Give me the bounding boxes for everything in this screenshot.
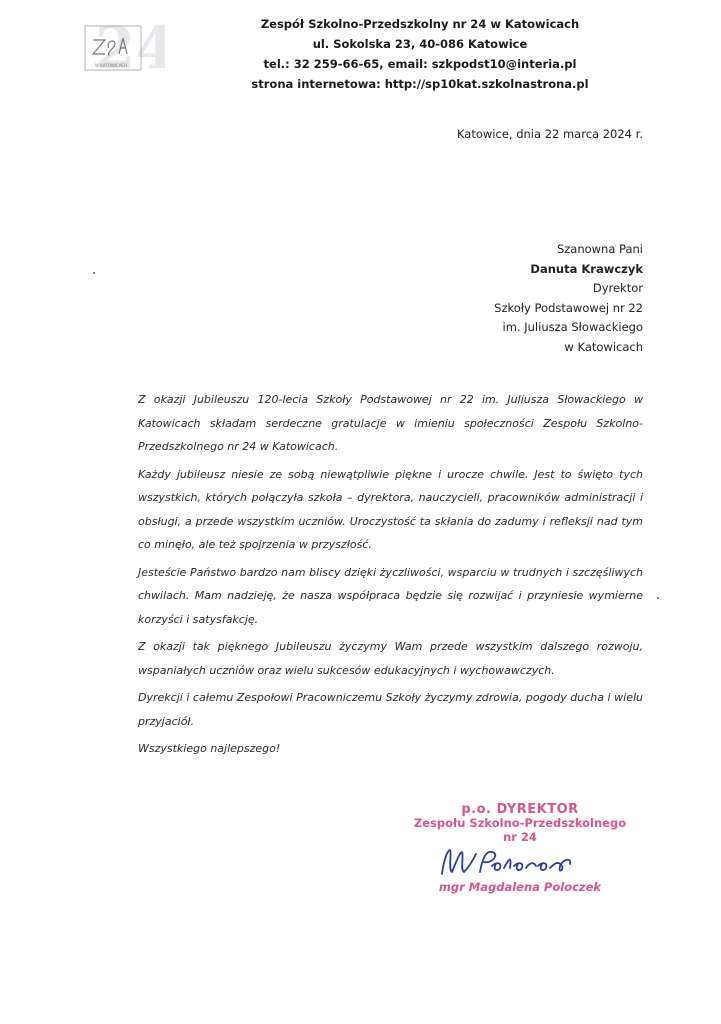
header-school-name: Zespół Szkolno-Przedszkolny nr 24 w Katowicach — [260, 17, 580, 31]
header-contact: tel.: 32 259-66-65, email: szkpodst10@interia.pl — [263, 57, 577, 71]
paragraph-3: Jesteście Państwo bardzo nam bliscy dzięki życzliwości, wsparciu w trudnych i szczęśliwych chwilach. Mam nadzieję, że nasza współpraca będzie się rozwijać i przyniesie wymierne korzyści i satysfakcję. — [138, 565, 643, 626]
header-address: ul. Sokolska 23, 40-086 Katowice — [312, 37, 528, 51]
handwritten-signature — [430, 844, 610, 878]
closing-line: Wszystkiego najlepszego! — [138, 742, 281, 755]
svg-text:W KATOWICACH: W KATOWICACH — [95, 63, 128, 68]
scan-speck — [657, 597, 659, 599]
logo-mark — [75, 18, 165, 80]
recipient-city: w Katowicach — [564, 339, 643, 354]
stamp-director-name: mgr Magdalena Poloczek — [438, 880, 602, 894]
stamp-title: p.o. DYREKTOR — [461, 802, 579, 817]
stamp-organization: Zespołu Szkolno-Przedszkolnego nr 24 — [413, 816, 627, 844]
letterhead — [250, 14, 590, 94]
svg-text:24: 24 — [95, 18, 165, 80]
paragraph-5: Dyrekcji i całemu Zespołowi Pracowniczemu Szkoły życzymy zdrowia, pogody ducha i wielu przyjaciół. — [138, 691, 643, 728]
director-stamp — [405, 802, 635, 894]
recipient-patron: im. Juliusza Słowackiego — [502, 320, 643, 334]
header-website: strona internetowa: http://sp10kat.szkolnastrona.pl — [251, 77, 589, 91]
school-logo — [75, 18, 165, 80]
paragraph-2: Każdy jubileusz niesie ze sobą niewątpliwie piękne i urocze chwile. Jest to święto tych wszystkich, których połączyła szkoła – dyrektora, nauczycieli, pracowników administracji i obsługi, a przede wszystkim uczniów. Uroczystość ta skłania do zadumy i refleksji nad tym co minęło, ale też spojrzenia w przyszłość. — [138, 467, 643, 551]
recipient-salutation: Szanowna Pani — [556, 242, 643, 256]
paragraph-4: Z okazji tak pięknego Jubileuszu życzymy Wam przede wszystkim dalszego rozwoju, wspaniałych uczniów oraz wielu sukcesów edukacyjnych i wychowawczych. — [138, 640, 643, 677]
scan-speck — [93, 272, 95, 274]
recipient-school: Szkoły Podstawowej nr 22 — [494, 300, 643, 315]
recipient-role: Dyrektor — [592, 281, 643, 295]
paragraph-1: Z okazji Jubileuszu 120-lecia Szkoły Podstawowej nr 22 im. Juliusza Słowackiego w Katowicach składam serdeczne gratulacje w imieniu społeczności Zespołu Szkolno-Przedszkolnego nr 24 w Katowicach. — [138, 393, 643, 453]
recipient-name: Danuta Krawczyk — [530, 261, 643, 276]
letter-date: Katowice, dnia 22 marca 2024 r. — [456, 127, 643, 141]
letter-body — [138, 388, 643, 765]
recipient-block — [494, 240, 643, 357]
